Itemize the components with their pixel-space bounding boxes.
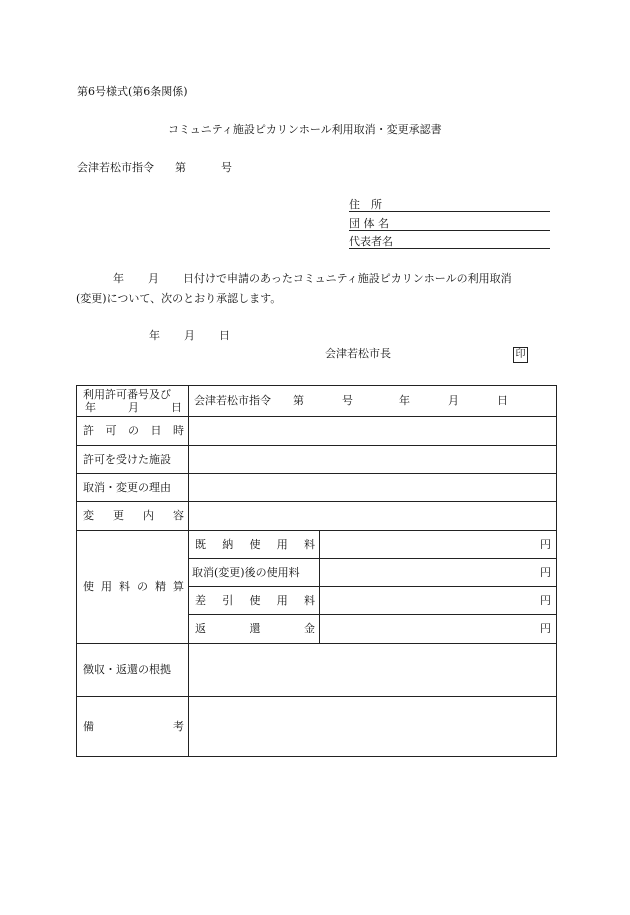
address-line [349,211,550,212]
issue-date [149,330,230,341]
date-year: 年 [149,329,160,342]
permit-datetime-value[interactable] [189,417,557,446]
change-label: 変 更 内 容 [77,502,189,531]
permit-number-label-line2: 年 月 日 [85,401,182,414]
table-row-facility [77,446,557,474]
approval-table [76,385,557,757]
group-name-line [349,230,550,231]
permit-number-label-line1: 利用許可番号及び [83,387,171,401]
seal-stamp: 印 [513,347,528,363]
facility-value[interactable] [189,446,557,474]
fee-after-change-value[interactable]: 円 [320,559,557,587]
form-number: 第6号様式(第6条関係) [77,85,188,98]
facility-label: 許可を受けた施設 [77,446,189,474]
table-row-change [77,502,557,531]
reason-value[interactable] [189,474,557,502]
date-month: 月 [184,329,195,342]
table-row-basis [77,644,557,697]
reference-go: 号 [221,161,232,174]
fee-paid-label: 既 納 使 用 料 [189,531,320,559]
table-row-reason [77,474,557,502]
fee-difference-label: 差 引 使 用 料 [189,587,320,615]
refund-label: 返 還 金 [189,615,320,644]
fee-paid-value[interactable]: 円 [320,531,557,559]
table-row-remarks [77,697,557,757]
document-title: コミュニティ施設ピカリンホール利用取消・変更承認書 [168,123,442,136]
change-value[interactable] [189,502,557,531]
fee-after-change-label: 取消(変更)後の使用料 [189,559,320,587]
body-line-1 [113,273,512,284]
basis-label: 徴収・返還の根拠 [77,644,189,697]
body-line-1-rest: 日付けで申請のあったコミュニティ施設ピカリンホールの利用取消 [183,272,512,285]
permit-number-label [77,386,189,417]
body-year: 年 [113,272,124,285]
reference-prefix: 会津若松市指令 [77,161,154,174]
permit-datetime-label: 許 可 の 日 時 [77,417,189,446]
remarks-label: 備 考 [77,697,189,757]
date-day: 日 [219,329,230,342]
basis-value[interactable] [189,644,557,697]
table-row-fee-1 [77,531,557,559]
table-row-permit-datetime [77,417,557,446]
address-label: 住 所 [349,198,382,211]
reason-label: 取消・変更の理由 [77,474,189,502]
representative-line [349,248,550,249]
reference-number [77,162,232,173]
representative-label: 代表者名 [349,235,393,248]
refund-value[interactable]: 円 [320,615,557,644]
mayor-title: 会津若松市長 [325,347,391,360]
reference-dai: 第 [175,161,186,174]
body-month: 月 [148,272,159,285]
fee-difference-value[interactable]: 円 [320,587,557,615]
body-line-2: (変更)について、次のとおり承認します。 [76,292,282,305]
table-row-permit-number [77,386,557,417]
remarks-value[interactable] [189,697,557,757]
permit-number-value[interactable]: 会津若松市指令 第 号 年 月 日 [189,386,557,417]
fee-settlement-label: 使 用 料 の 精 算 [77,531,189,644]
group-name-label: 団 体 名 [349,217,389,230]
